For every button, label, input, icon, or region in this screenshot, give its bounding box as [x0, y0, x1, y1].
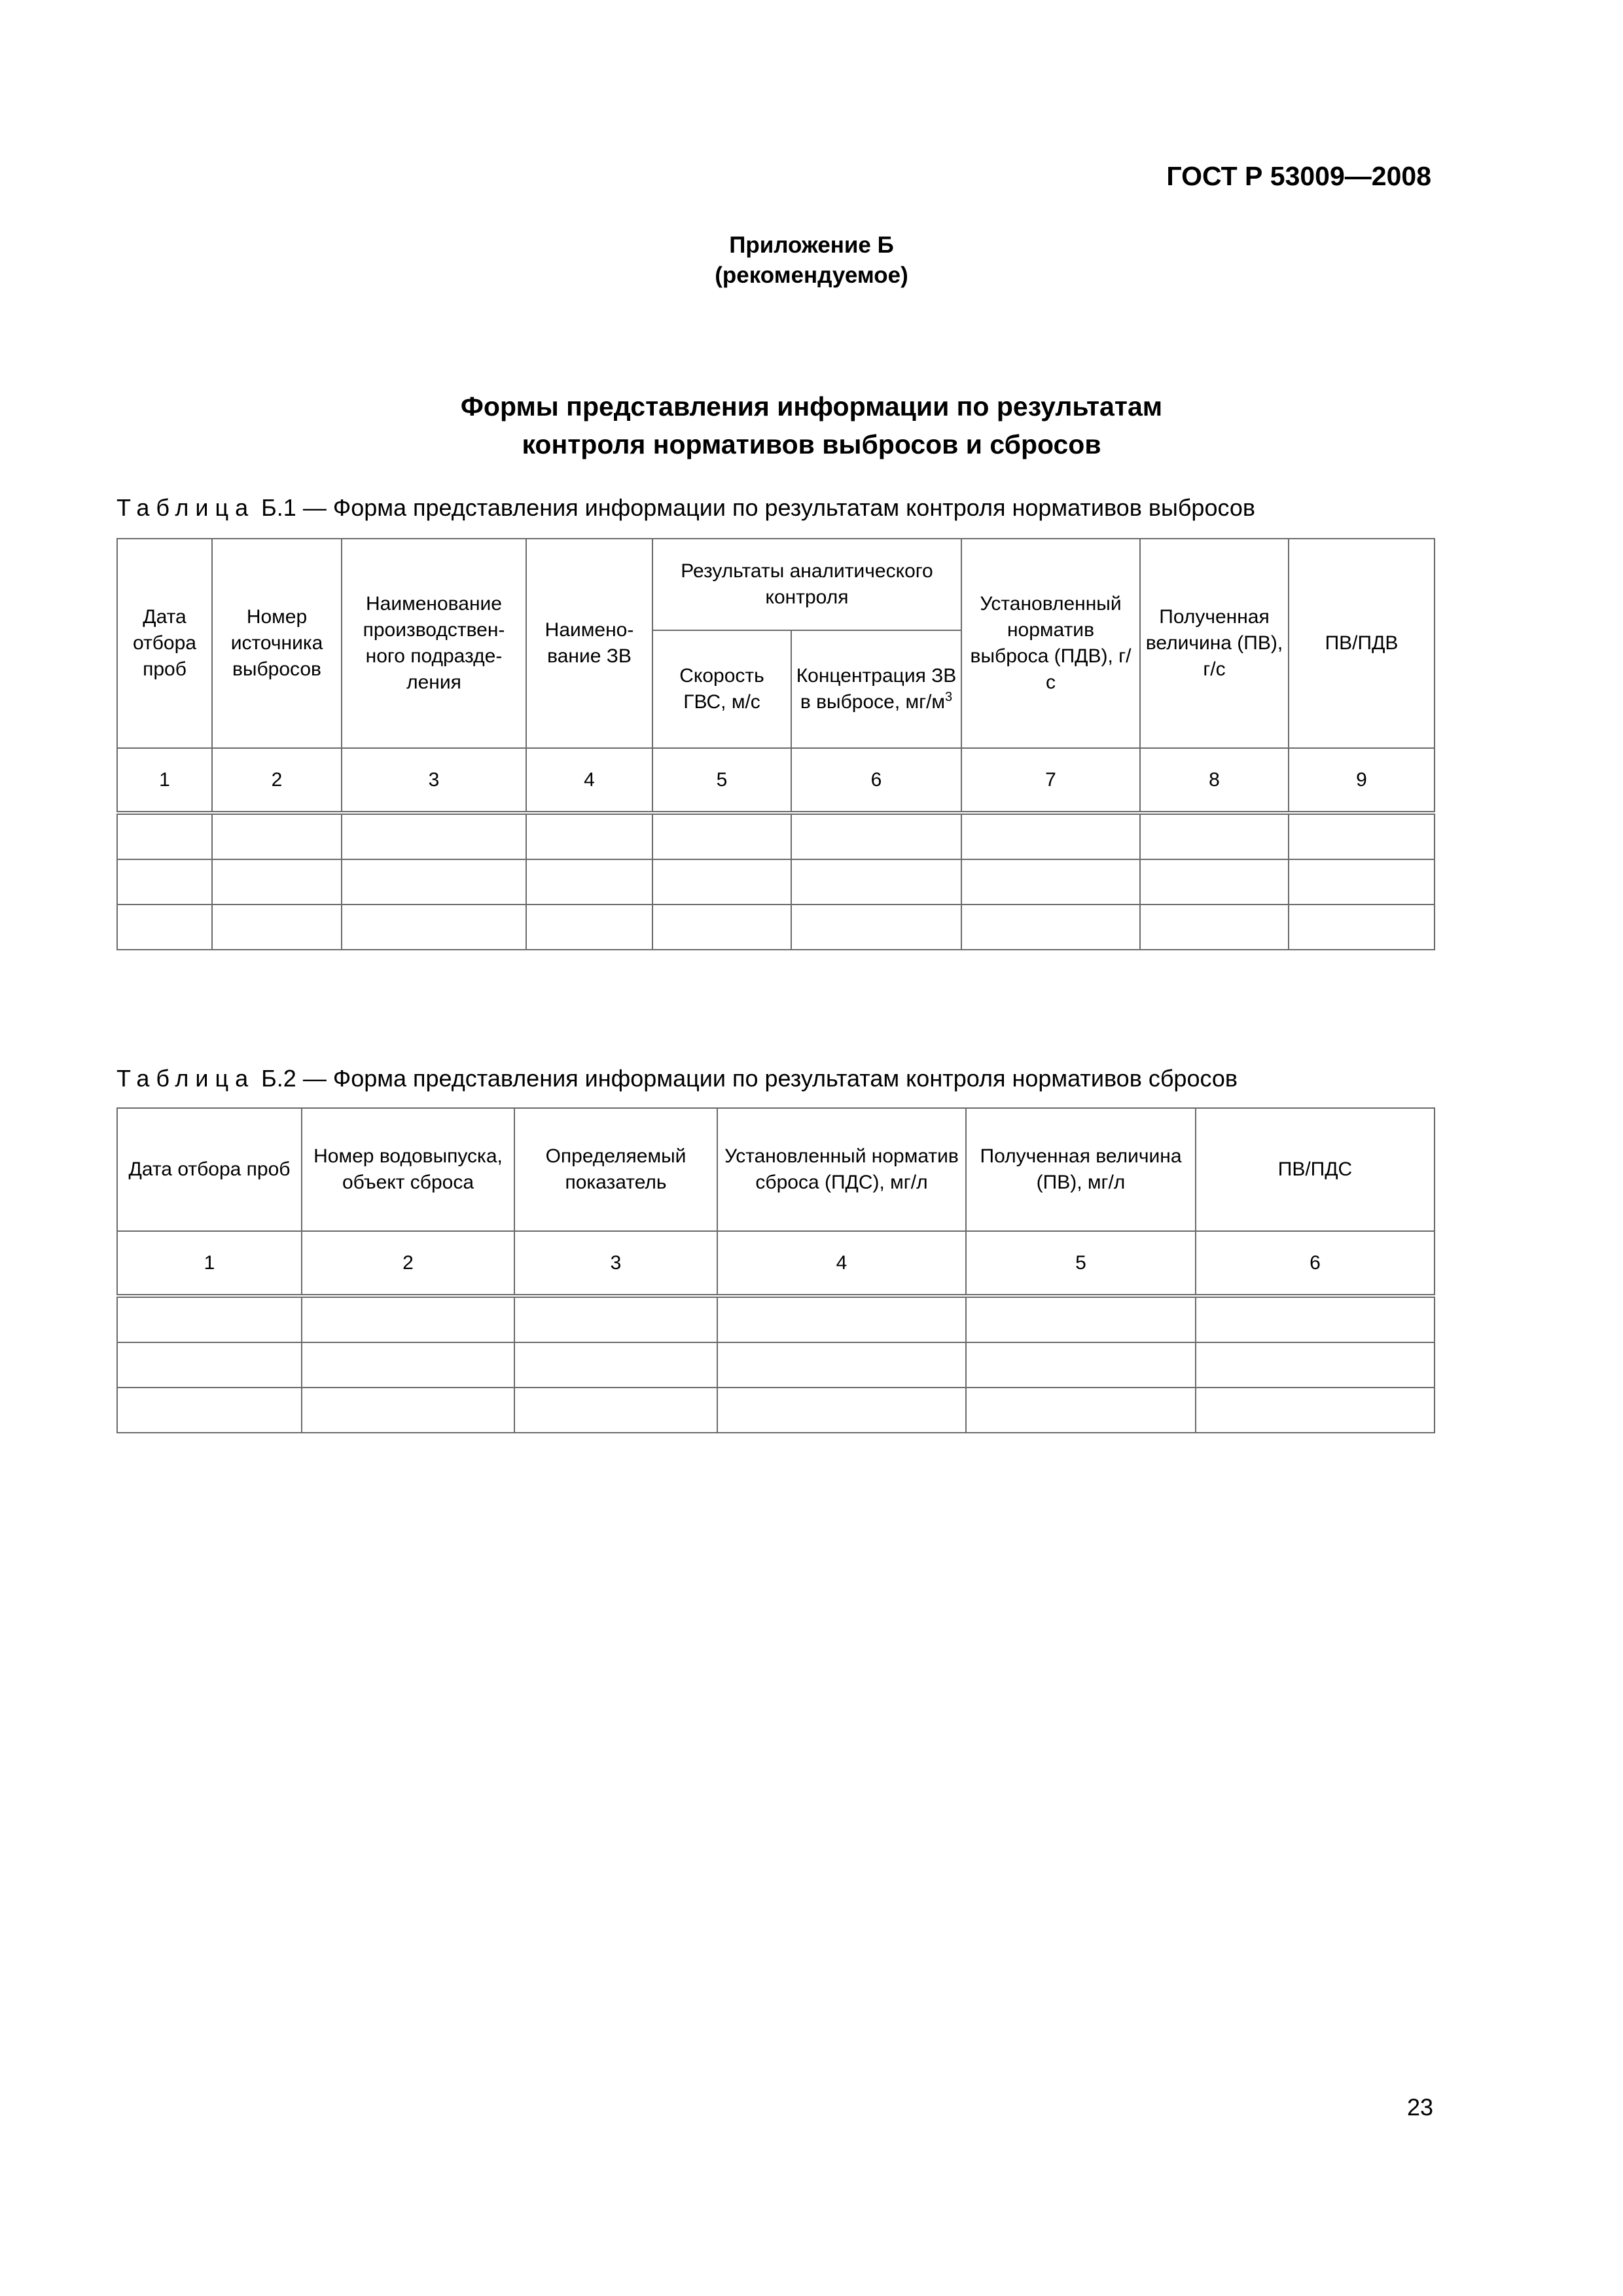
header-obtained-value: Полученная величина (ПВ), г/с [1140, 539, 1289, 748]
header-concentration-sup: 3 [945, 690, 953, 704]
column-number: 2 [302, 1231, 514, 1296]
table-1-caption-prefix: Таблица [116, 494, 255, 521]
table-row [117, 1342, 1435, 1388]
column-number: 5 [966, 1231, 1196, 1296]
header-concentration-text: Концентрация ЗВ в выбросе, мг/м [796, 665, 957, 713]
discharges-table [116, 1107, 1435, 1433]
table-row [117, 1296, 1435, 1342]
column-number: 3 [342, 748, 526, 813]
header-sampling-date: Дата отбора проб [117, 539, 212, 748]
page-number: 23 [1406, 2094, 1433, 2121]
document-title-line-2: контроля нормативов выбросов и сбросов [522, 429, 1101, 459]
table-1-caption [116, 494, 1255, 522]
table-1-caption-text: Б.1 — Форма представления информации по результатам контроля нормативов выбросов [261, 494, 1256, 521]
header-pollutant-name: Наимено-вание ЗВ [526, 539, 652, 748]
table-row [117, 905, 1435, 950]
column-number: 6 [1196, 1231, 1435, 1296]
column-number: 1 [117, 1231, 302, 1296]
table-row [117, 1388, 1435, 1433]
table-row [117, 859, 1435, 905]
document-title [0, 387, 1623, 463]
header-sampling-date: Дата отбора проб [117, 1108, 302, 1231]
table-2-caption-text: Б.2 — Форма представления информации по результатам контроля нормативов сбросов [261, 1065, 1238, 1092]
header-ratio: ПВ/ПДВ [1289, 539, 1435, 748]
header-obtained-value: Полученная величина (ПВ), мг/л [966, 1108, 1196, 1231]
column-number: 3 [514, 1231, 717, 1296]
header-outlet-number: Номер водовыпуска, объект сброса [302, 1108, 514, 1231]
header-source-number: Номер источника выбросов [212, 539, 342, 748]
column-number: 4 [717, 1231, 966, 1296]
header-emission-standard: Установленный норматив выброса (ПДВ), г/с [961, 539, 1140, 748]
table-row [117, 813, 1435, 859]
column-number: 8 [1140, 748, 1289, 813]
appendix-title: Приложение Б [729, 232, 894, 258]
header-gas-velocity: Скорость ГВС, м/с [652, 630, 791, 748]
header-parameter: Определяемый показатель [514, 1108, 717, 1231]
header-ratio: ПВ/ПДС [1196, 1108, 1435, 1231]
column-number: 9 [1289, 748, 1435, 813]
table-2-caption-prefix: Таблица [116, 1065, 255, 1092]
header-discharge-standard: Установленный норматив сброса (ПДС), мг/л [717, 1108, 966, 1231]
header-analytical-results: Результаты аналитического контроля [652, 539, 961, 630]
standard-number: ГОСТ Р 53009—2008 [1166, 161, 1431, 191]
column-number: 6 [791, 748, 961, 813]
document-title-line-1: Формы представления информации по результатам [460, 391, 1163, 422]
column-number: 7 [961, 748, 1140, 813]
header-production-unit: Наименование производствен-ного подразде-ления [342, 539, 526, 748]
column-number: 4 [526, 748, 652, 813]
column-number: 5 [652, 748, 791, 813]
header-concentration [791, 630, 961, 748]
column-number: 1 [117, 748, 212, 813]
appendix-subtitle: (рекомендуемое) [715, 262, 908, 288]
column-number: 2 [212, 748, 342, 813]
emissions-table [116, 538, 1435, 950]
table-2-caption [116, 1065, 1238, 1092]
